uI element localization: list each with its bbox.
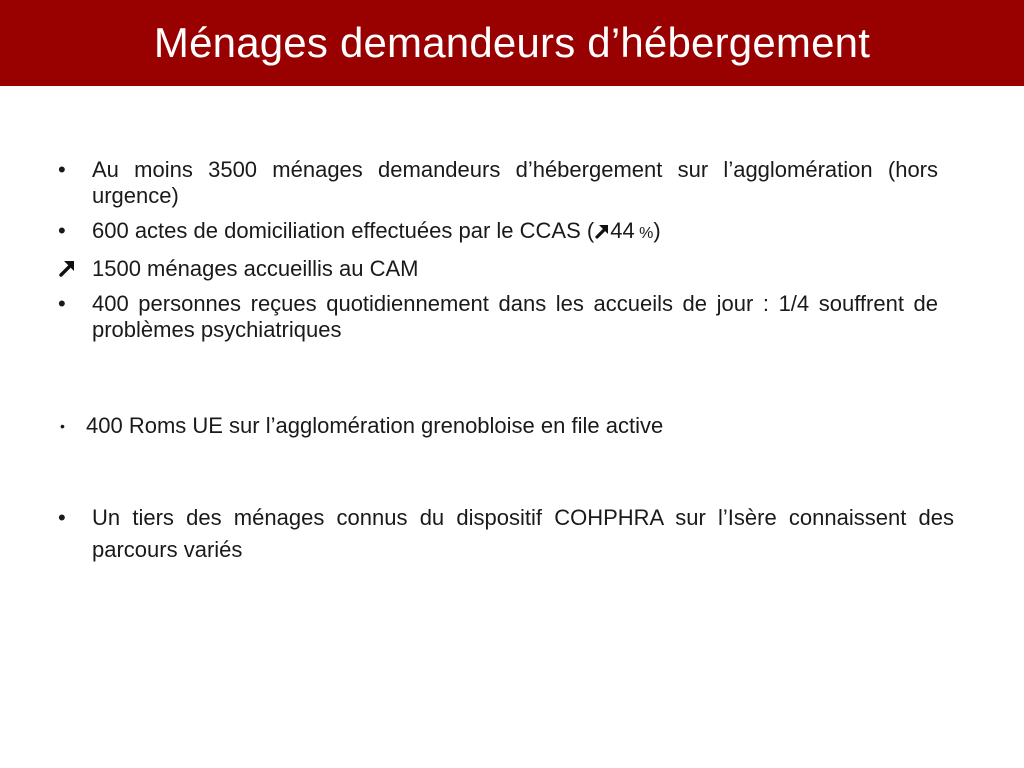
roms-item	[60, 413, 940, 439]
cohphra-list	[58, 502, 954, 566]
up-right-arrow-icon	[58, 259, 76, 277]
list-item	[58, 291, 938, 343]
bullet-text: 1500 ménages accueillis au CAM	[92, 256, 419, 281]
increase-value: 44	[610, 218, 635, 243]
bullet-marker: •	[58, 218, 66, 243]
list-item	[58, 218, 938, 247]
slide-title: Ménages demandeurs d’hébergement	[153, 19, 871, 66]
bullet-text: Au moins 3500 ménages demandeurs d’hébergement sur l’agglomération (hors urgence)	[92, 157, 938, 208]
bullet-marker: •	[58, 505, 66, 530]
list-item	[58, 256, 938, 282]
bullet-marker: •	[58, 291, 66, 316]
bullet-marker: •	[60, 418, 65, 434]
up-right-arrow-icon	[594, 223, 610, 239]
bullet-text: 400 personnes reçues quotidiennement dans les accueils de jour : 1/4 souffrent de problèmes psychiatriques	[92, 291, 938, 342]
list-item	[58, 157, 938, 209]
bullet-text: 600 actes de domiciliation effectuées par le CCAS (	[92, 218, 595, 243]
bullet-list-main	[58, 157, 938, 352]
bullet-marker: •	[58, 157, 66, 182]
bullet-text-end: )	[653, 218, 661, 243]
bullet-text: 400 Roms UE sur l’agglomération grenobloise en file active	[86, 413, 664, 438]
list-item	[58, 502, 954, 566]
increase-unit: %	[634, 225, 654, 242]
bullet-text: Un tiers des ménages connus du dispositif COHPHRA sur l’Isère connaissent des parcours variés	[92, 505, 954, 562]
